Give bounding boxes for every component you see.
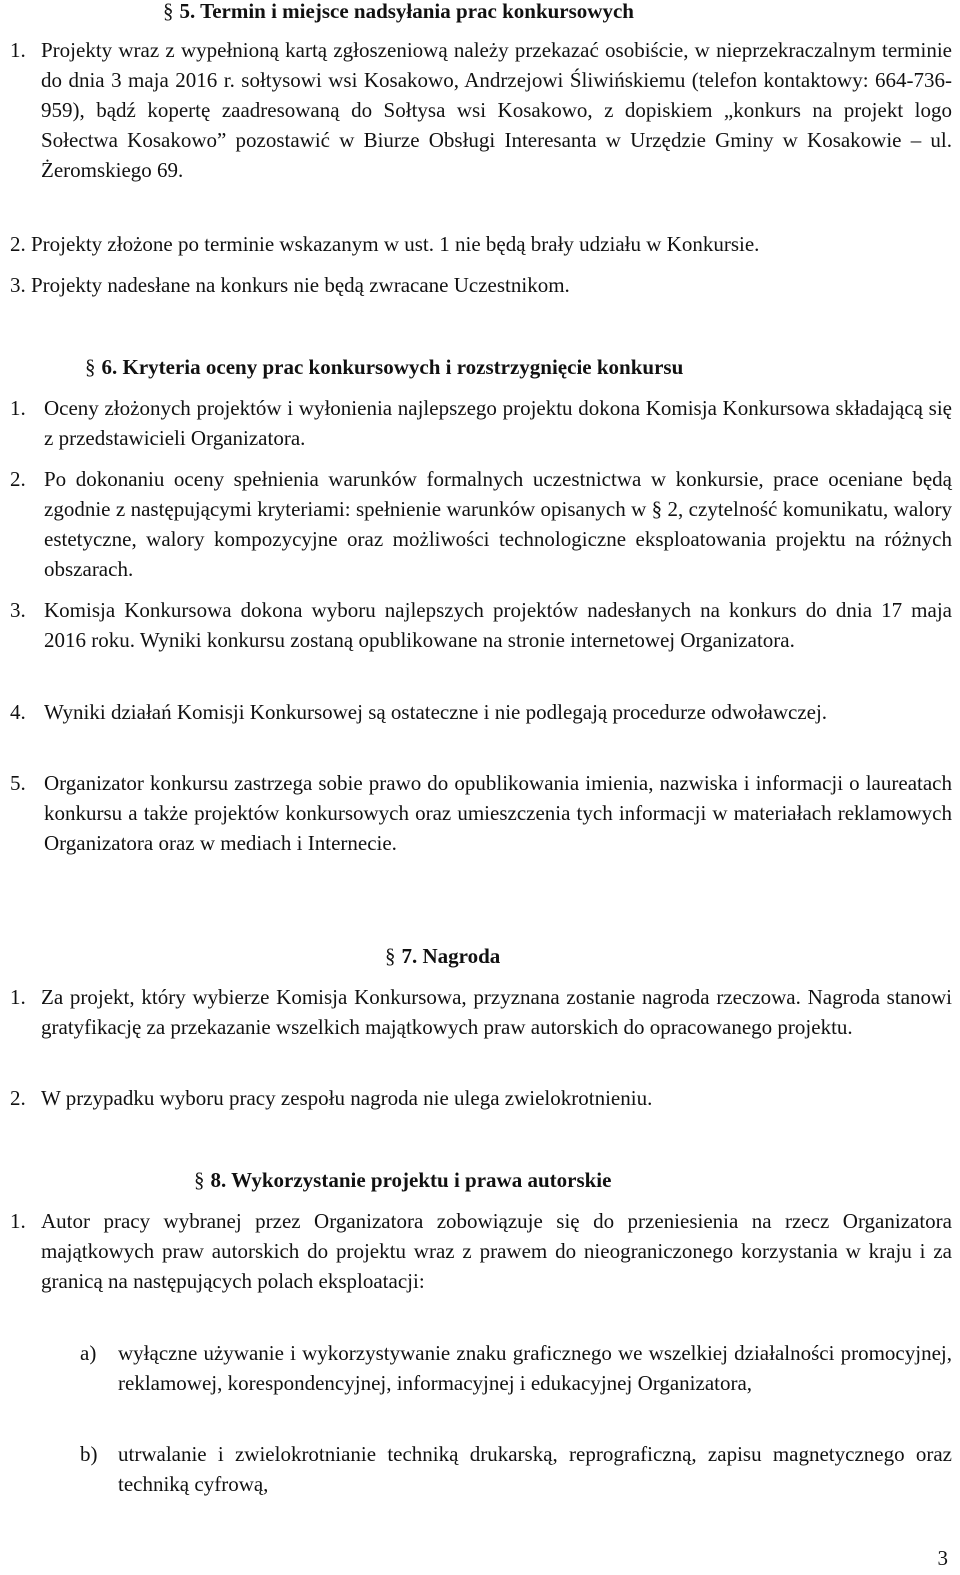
item-text: Projekty wraz z wypełnioną kartą zgłoszeniową należy przekazać osobiście, w nieprzekraczalnym terminie do dnia 3 maja 2016 r. sołtysowi wsi Kosakowo, Andrzejowi Śliwińskiemu (telefon kontaktowy: 664-736-959), bądź kopertę zaadresowaną do Sołtysa wsi Kosakowo, z dopiskiem „konkurs na projekt logo Sołectwa Kosakowo” pozostawić w Biurze Obsługi Interesanta w Urzędzie Gminy w Kosakowie – ul. Żeromskiego 69. [41,38,952,182]
item-number: 1. [10,1209,26,1233]
section-7-title: 7. Nagroda [401,944,501,968]
item-text: Autor pracy wybranej przez Organizatora zobowiązuje się do przeniesienia na rzecz Organizatora majątkowych praw autorskich do projektu wraz z prawem do nieograniczonego korzystania w kraju i za granicą na następujących polach eksploatacji: [41,1209,952,1293]
section-sign: § [194,1168,205,1192]
item-text: Oceny złożonych projektów i wyłonienia najlepszego projektu dokona Komisja Konkursowa składającą się z przedstawicieli Organizatora. [44,396,952,450]
item-text: wyłączne używanie i wykorzystywanie znaku graficznego we wszelkiej działalności promocyjnej, reklamowej, korespondencyjnej, informacyjnej i edukacyjnej Organizatora, [118,1341,952,1395]
item-text: Organizator konkursu zastrzega sobie prawo do opublikowania imienia, nazwiska i informacji o laureatach konkursu a także projektów konkursowych oraz umieszczenia tych informacji w materiałach reklamowych Organizatora oraz w mediach i Internecie. [44,771,952,855]
subitem-letter: a) [80,1341,97,1365]
page-number: 3 [937,1546,948,1570]
section-8-title: 8. Wykorzystanie projektu i prawa autorskie [210,1168,612,1192]
section-sign: § [163,0,174,23]
section-8-item-1 [10,1206,952,1296]
section-6-item-5 [10,768,952,858]
section-6-title: 6. Kryteria oceny prac konkursowych i rozstrzygnięcie konkursu [101,355,684,379]
item-text: W przypadku wyboru pracy zespołu nagroda nie ulega zwielokrotnieniu. [41,1086,653,1110]
item-text: Komisja Konkursowa dokona wyboru najlepszych projektów nadesłanych na konkurs do dnia 17 maja 2016 roku. Wyniki konkursu zostaną opublikowane na stronie internetowej Organizatora. [44,598,952,652]
section-5-item-3: 3. Projekty nadesłane na konkurs nie będą zwracane Uczestnikom. [10,273,570,297]
section-8-heading [194,1165,611,1195]
item-number: 5. [10,771,26,795]
item-number: 2. [10,467,26,491]
section-5-item-1 [10,35,952,185]
item-text: Wyniki działań Komisji Konkursowej są ostateczne i nie podlegają procedurze odwoławczej. [44,700,828,724]
item-number: 1. [10,396,26,420]
section-5-item-2: 2. Projekty złożone po terminie wskazanym w ust. 1 nie będą brały udziału w Konkursie. [10,232,760,256]
section-5-title: 5. Termin i miejsce nadsyłania prac konkursowych [179,0,634,23]
subitem-letter: b) [80,1442,98,1466]
item-text: Po dokonaniu oceny spełnienia warunków formalnych uczestnictwa w konkursie, prace oceniane będą zgodnie z następującymi kryteriami: spełnienie warunków opisanych w § 2, czytelność komunikatu, walory estetyczne, walory kompozycyjne oraz możliwości technologiczne eksploatowania projektu na różnych obszarach. [44,467,952,581]
section-6-item-1 [10,393,952,453]
section-7-heading [385,941,500,971]
section-7-item-1 [10,982,952,1042]
section-6-item-4 [10,697,952,727]
section-8-subitem-a [80,1338,952,1398]
section-7-item-2 [10,1083,952,1113]
section-8-subitem-b [80,1439,952,1499]
section-sign: § [385,944,396,968]
item-number: 2. [10,1086,26,1110]
item-text: utrwalanie i zwielokrotnianie techniką drukarską, reprograficzną, zapisu magnetycznego oraz techniką cyfrową, [118,1442,952,1496]
item-number: 1. [10,38,26,62]
section-sign: § [85,355,96,379]
item-number: 4. [10,700,26,724]
section-6-item-2 [10,464,952,584]
section-5-heading [163,0,634,26]
item-number: 1. [10,985,26,1009]
item-text: Za projekt, który wybierze Komisja Konkursowa, przyznana zostanie nagroda rzeczowa. Nagroda stanowi gratyfikację za przekazanie wszelkich majątkowych praw autorskich do opracowanego projektu. [41,985,952,1039]
section-6-heading [85,352,683,382]
section-6-item-3 [10,595,952,655]
item-number: 3. [10,598,26,622]
